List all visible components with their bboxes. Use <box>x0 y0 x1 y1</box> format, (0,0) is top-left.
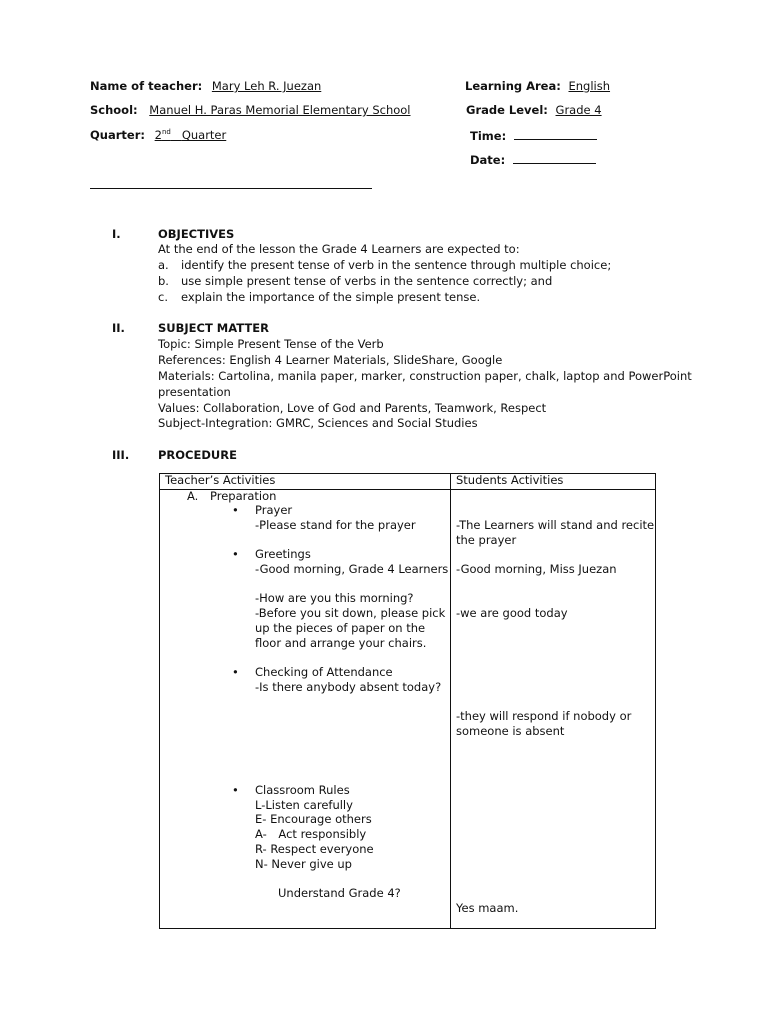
time-label: Time: <box>470 129 507 143</box>
rule-n: N- Never give up <box>255 857 352 871</box>
date-row <box>470 152 596 168</box>
greetings-teacher-text: -Good morning, Grade 4 Learners <box>255 562 449 576</box>
learning-area-row <box>465 79 610 94</box>
preparation-marker: A. <box>187 489 199 503</box>
quarter-label: Quarter: <box>90 128 145 142</box>
prayer-teacher-text: -Please stand for the prayer <box>255 518 416 532</box>
table-column-divider <box>450 474 451 928</box>
rule-r: R- Respect everyone <box>255 842 374 856</box>
school-row <box>90 103 411 118</box>
subject-heading: SUBJECT MATTER <box>158 321 269 335</box>
quarter-word: Quarter <box>181 128 227 142</box>
bullet-icon: • <box>232 665 239 679</box>
procedure-heading: PROCEDURE <box>158 448 237 462</box>
attendance-student-text-2: someone is absent <box>456 724 565 738</box>
understand-teacher-text: Understand Grade 4? <box>278 886 401 900</box>
sit-down-text-2: up the pieces of paper on the <box>255 621 426 635</box>
prayer-label: Prayer <box>255 503 293 517</box>
subject-materials: Materials: Cartolina, manila paper, marker, construction paper, chalk, laptop and PowerPoint <box>158 369 692 383</box>
grade-level-label: Grade Level: <box>466 103 548 117</box>
header-divider <box>90 188 372 189</box>
prayer-student-text-2: the prayer <box>456 533 517 547</box>
subject-number: II. <box>112 321 125 335</box>
school-name: Manuel H. Paras Memorial Elementary School <box>149 103 411 117</box>
subject-integration: Subject-Integration: GMRC, Sciences and Social Studies <box>158 416 478 430</box>
objectives-heading: OBJECTIVES <box>158 227 235 241</box>
column-header-students: Students Activities <box>456 473 564 487</box>
date-blank <box>513 152 596 164</box>
learning-area-label: Learning Area: <box>465 79 561 93</box>
quarter-value <box>155 128 227 142</box>
subject-values: Values: Collaboration, Love of God and Parents, Teamwork, Respect <box>158 401 547 415</box>
quarter-row <box>90 128 226 143</box>
rule-a-text: Act responsibly <box>278 827 367 841</box>
preparation-label: Preparation <box>210 489 277 503</box>
sit-down-text-1: -Before you sit down, please pick <box>255 606 446 620</box>
greetings-label: Greetings <box>255 547 311 561</box>
column-header-teacher: Teacher’s Activities <box>165 473 276 487</box>
bullet-icon: • <box>232 547 239 561</box>
quarter-ordinal: nd <box>161 128 171 136</box>
bullet-icon: • <box>232 783 239 797</box>
quarter-number: 2 <box>154 128 162 142</box>
procedure-number: III. <box>112 448 130 462</box>
objective-item-a: identify the present tense of verb in the sentence through multiple choice; <box>181 258 612 272</box>
objective-item-b: use simple present tense of verbs in the sentence correctly; and <box>181 274 553 288</box>
teacher-label: Name of teacher: <box>90 79 203 93</box>
objective-item-b-marker: b. <box>158 274 169 288</box>
objectives-number: I. <box>112 227 121 241</box>
rule-a <box>255 827 366 842</box>
date-label: Date: <box>470 153 506 167</box>
bullet-icon: • <box>232 503 239 517</box>
greetings-student-text: -Good morning, Miss Juezan <box>456 562 617 576</box>
attendance-teacher-text: -Is there anybody absent today? <box>255 680 442 694</box>
grade-level-row <box>466 103 602 118</box>
rules-label: Classroom Rules <box>255 783 350 797</box>
subject-references: References: English 4 Learner Materials, SlideShare, Google <box>158 353 503 367</box>
objective-item-a-marker: a. <box>158 258 169 272</box>
objective-item-c-marker: c. <box>158 290 168 304</box>
good-today-student-text: -we are good today <box>456 606 568 620</box>
rule-a-marker: A- <box>255 827 267 841</box>
objective-item-c: explain the importance of the simple present tense. <box>181 290 481 304</box>
subject-topic: Topic: Simple Present Tense of the Verb <box>158 337 384 351</box>
grade-level-value: Grade 4 <box>555 103 602 117</box>
learning-area-value: English <box>568 79 611 93</box>
how-are-you-text: -How are you this morning? <box>255 591 414 605</box>
objectives-intro: At the end of the lesson the Grade 4 Learners are expected to: <box>158 242 520 256</box>
understand-student-text: Yes maam. <box>456 901 519 915</box>
prayer-student-text-1: -The Learners will stand and recite <box>456 518 655 532</box>
time-row <box>470 128 597 144</box>
rule-e: E- Encourage others <box>255 812 372 826</box>
time-blank <box>514 128 597 140</box>
subject-materials-cont: presentation <box>158 385 231 399</box>
rule-l: L-Listen carefully <box>255 798 353 812</box>
procedure-table <box>159 473 656 929</box>
attendance-label: Checking of Attendance <box>255 665 393 679</box>
sit-down-text-3: floor and arrange your chairs. <box>255 636 427 650</box>
school-label: School: <box>90 103 138 117</box>
attendance-student-text-1: -they will respond if nobody or <box>456 709 632 723</box>
teacher-name: Mary Leh R. Juezan <box>211 79 322 93</box>
teacher-row <box>90 79 321 94</box>
